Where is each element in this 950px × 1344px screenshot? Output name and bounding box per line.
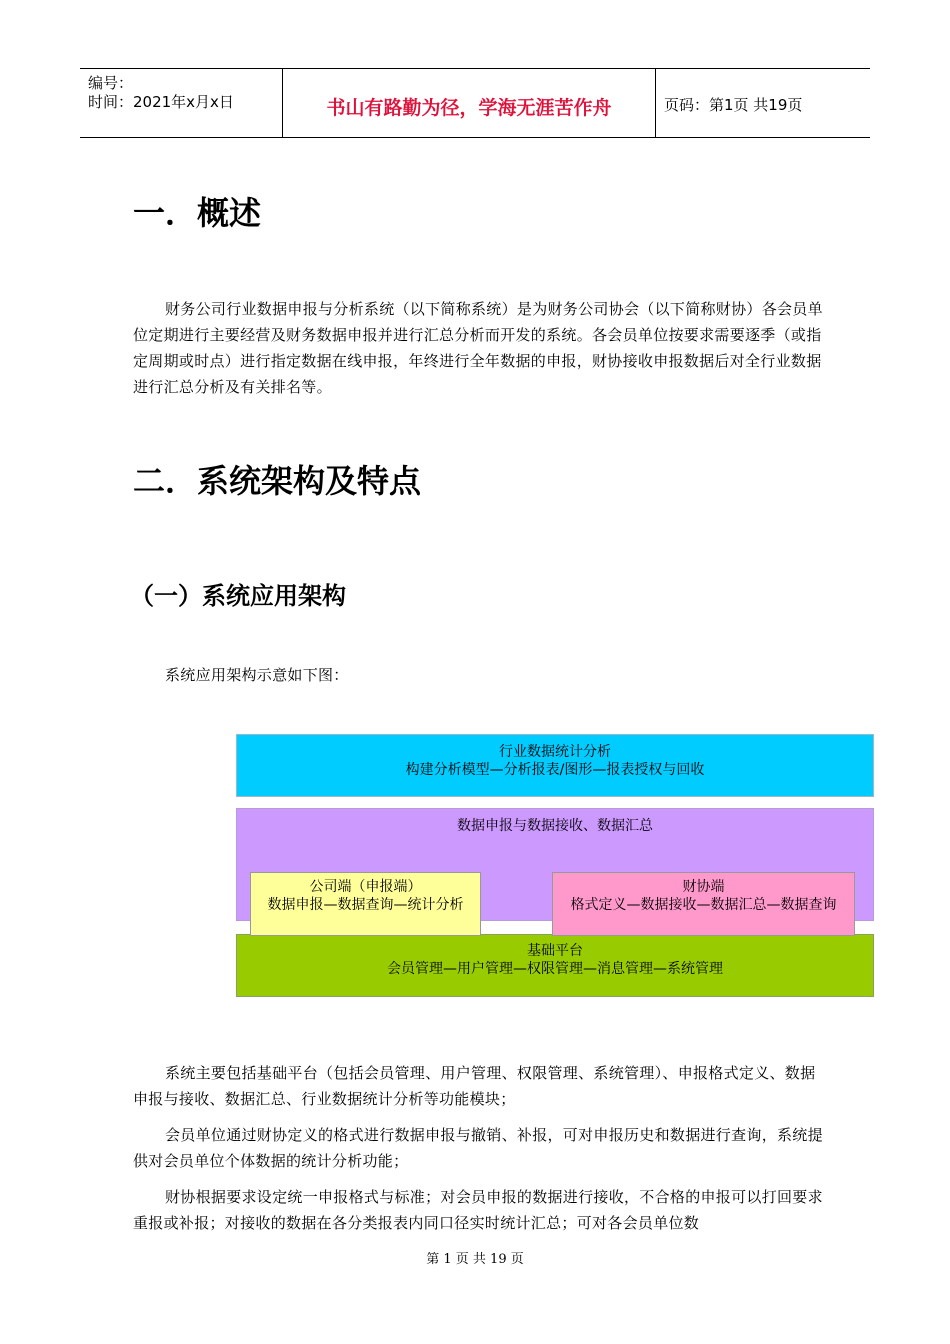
reporting-layer-title: 数据申报与数据接收、数据汇总 (457, 818, 653, 834)
analysis-layer-title: 行业数据统计分析 (499, 744, 611, 760)
page-header (80, 68, 870, 138)
section-1-paragraph: 财务公司行业数据申报与分析系统（以下简称系统）是为财务公司协会（以下简称财协）各会员单位定期进行主要经营及财务数据申报并进行汇总分析而开发的系统。各会员单位按要求需要逐季（或指定周期或时点）进行指定数据在线申报，年终进行全年数据的申报，财协接收申报数据后对全行业数据进行汇总分析及有关排名等。 (133, 300, 823, 396)
association-side-desc: 格式定义—数据接收—数据汇总—数据查询 (570, 897, 837, 913)
header-meta-cell (80, 69, 282, 137)
diagram-base-platform (236, 934, 874, 997)
paragraph-member-units: 会员单位通过财协定义的格式进行数据申报与撤销、补报，可对申报历史和数据进行查询，系统提供对会员单位个体数据的统计分析功能； (133, 1126, 823, 1170)
header-page-cell (656, 69, 870, 137)
base-platform-title: 基础平台 (527, 943, 583, 959)
company-side-title: 公司端（申报端） (309, 879, 422, 895)
association-side-title: 财协端 (682, 879, 725, 895)
company-side-desc: 数据申报—数据查询—统计分析 (267, 897, 464, 913)
diagram-company-side (250, 872, 481, 936)
diagram-intro: 系统应用架构示意如下图： (165, 666, 349, 684)
document-time-label: 时间：2021年x月x日 (88, 93, 234, 111)
header-page-info: 页码：第1页 共19页 (664, 96, 803, 114)
header-motto: 书山有路勤为径，学海无涯苦作舟 (326, 97, 612, 119)
header-motto-cell (282, 69, 656, 137)
analysis-layer-desc: 构建分析模型—分析报表/图形—报表授权与回收 (405, 762, 705, 778)
document-number-label: 编号： (88, 74, 134, 92)
paragraph-modules: 系统主要包括基础平台（包括会员管理、用户管理、权限管理、系统管理）、申报格式定义、数据申报与接收、数据汇总、行业数据统计分析等功能模块； (133, 1064, 816, 1108)
page-footer: 第 1 页 共 19 页 (426, 1252, 524, 1267)
section-2-subtitle-1: （一）系统应用架构 (130, 582, 346, 610)
base-platform-desc: 会员管理—用户管理—权限管理—消息管理—系统管理 (387, 961, 723, 977)
diagram-association-side (552, 872, 855, 936)
section-2-title: 二．系统架构及特点 (133, 462, 422, 500)
section-1-title: 一．概述 (133, 194, 262, 232)
diagram-analysis-layer (236, 734, 874, 797)
paragraph-association: 财协根据要求设定统一申报格式与标准；对会员申报的数据进行接收，不合格的申报可以打回要求重报或补报；对接收的数据在各分类报表内同口径实时统计汇总；可对各会员单位数 (133, 1188, 823, 1232)
